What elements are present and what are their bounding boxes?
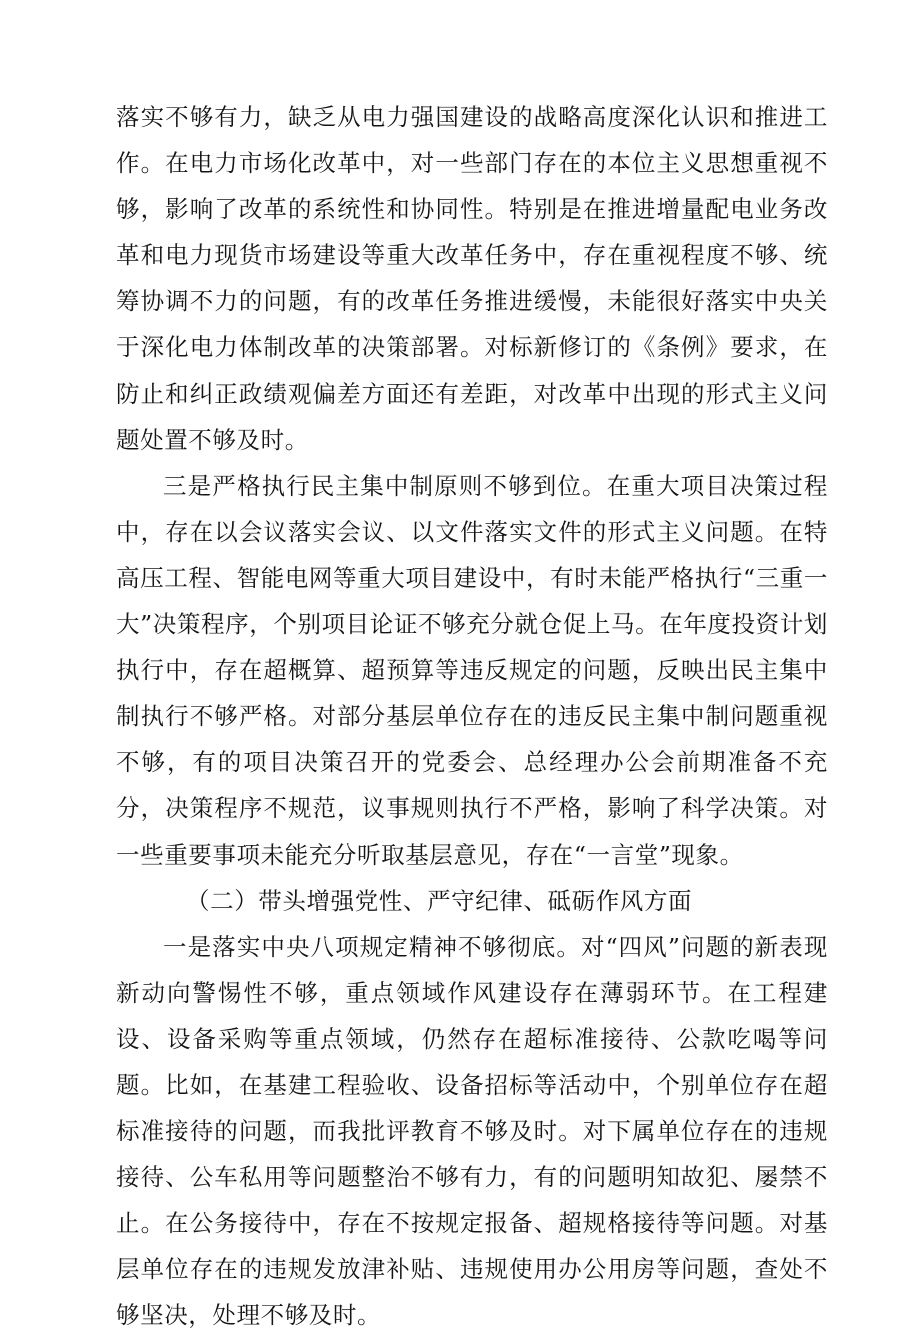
- document-body: [116, 94, 828, 1339]
- paragraph-eight-regulations: 一是落实中央八项规定精神不够彻底。对“四风”问题的新表现新动向警惕性不够，重点领域作风建设存在薄弱环节。在工程建设、设备采购等重点领域，仍然存在超标准接待、公款吃喝等问题。比如，在基建工程验收、设备招标等活动中，个别单位存在超标准接待的问题，而我批评教育不够及时。对下属单位存在的违规接待、公车私用等问题整治不够有力，有的问题明知故犯、屡禁不止。在公务接待中，存在不按规定报备、超规格接待等问题。对基层单位存在的违规发放津补贴、违规使用办公用房等问题，查处不够坚决，处理不够及时。: [116, 932, 828, 1330]
- paragraph-continuation: 落实不够有力，缺乏从电力强国建设的战略高度深化认识和推进工作。在电力市场化改革中，对一些部门存在的本位主义思想重视不够，影响了改革的系统性和协同性。特别是在推进增量配电业务改革和电力现货市场建设等重大改革任务中，存在重视程度不够、统筹协调不力的问题，有的改革任务推进缓慢，未能很好落实中央关于深化电力体制改革的决策部署。对标新修订的《条例》要求，在防止和纠正政绩观偏差方面还有差距，对改革中出现的形式主义问题处置不够及时。: [116, 103, 828, 454]
- section-heading: （二）带头增强党性、严守纪律、砥砺作风方面: [186, 886, 693, 915]
- paragraph-democratic-centralism: 三是严格执行民主集中制原则不够到位。在重大项目决策过程中，存在以会议落实会议、以文件落实文件的形式主义问题。在特高压工程、智能电网等重大项目建设中，有时未能严格执行“三重一大”决策程序，个别项目论证不够充分就仓促上马。在年度投资计划执行中，存在超概算、超预算等违反规定的问题，反映出民主集中制执行不够严格。对部分基层单位存在的违反民主集中制问题重视不够，有的项目决策召开的党委会、总经理办公会前期准备不充分，决策程序不规范，议事规则执行不严格，影响了科学决策。对一些重要事项未能充分听取基层意见，存在“一言堂”现象。: [116, 471, 828, 869]
